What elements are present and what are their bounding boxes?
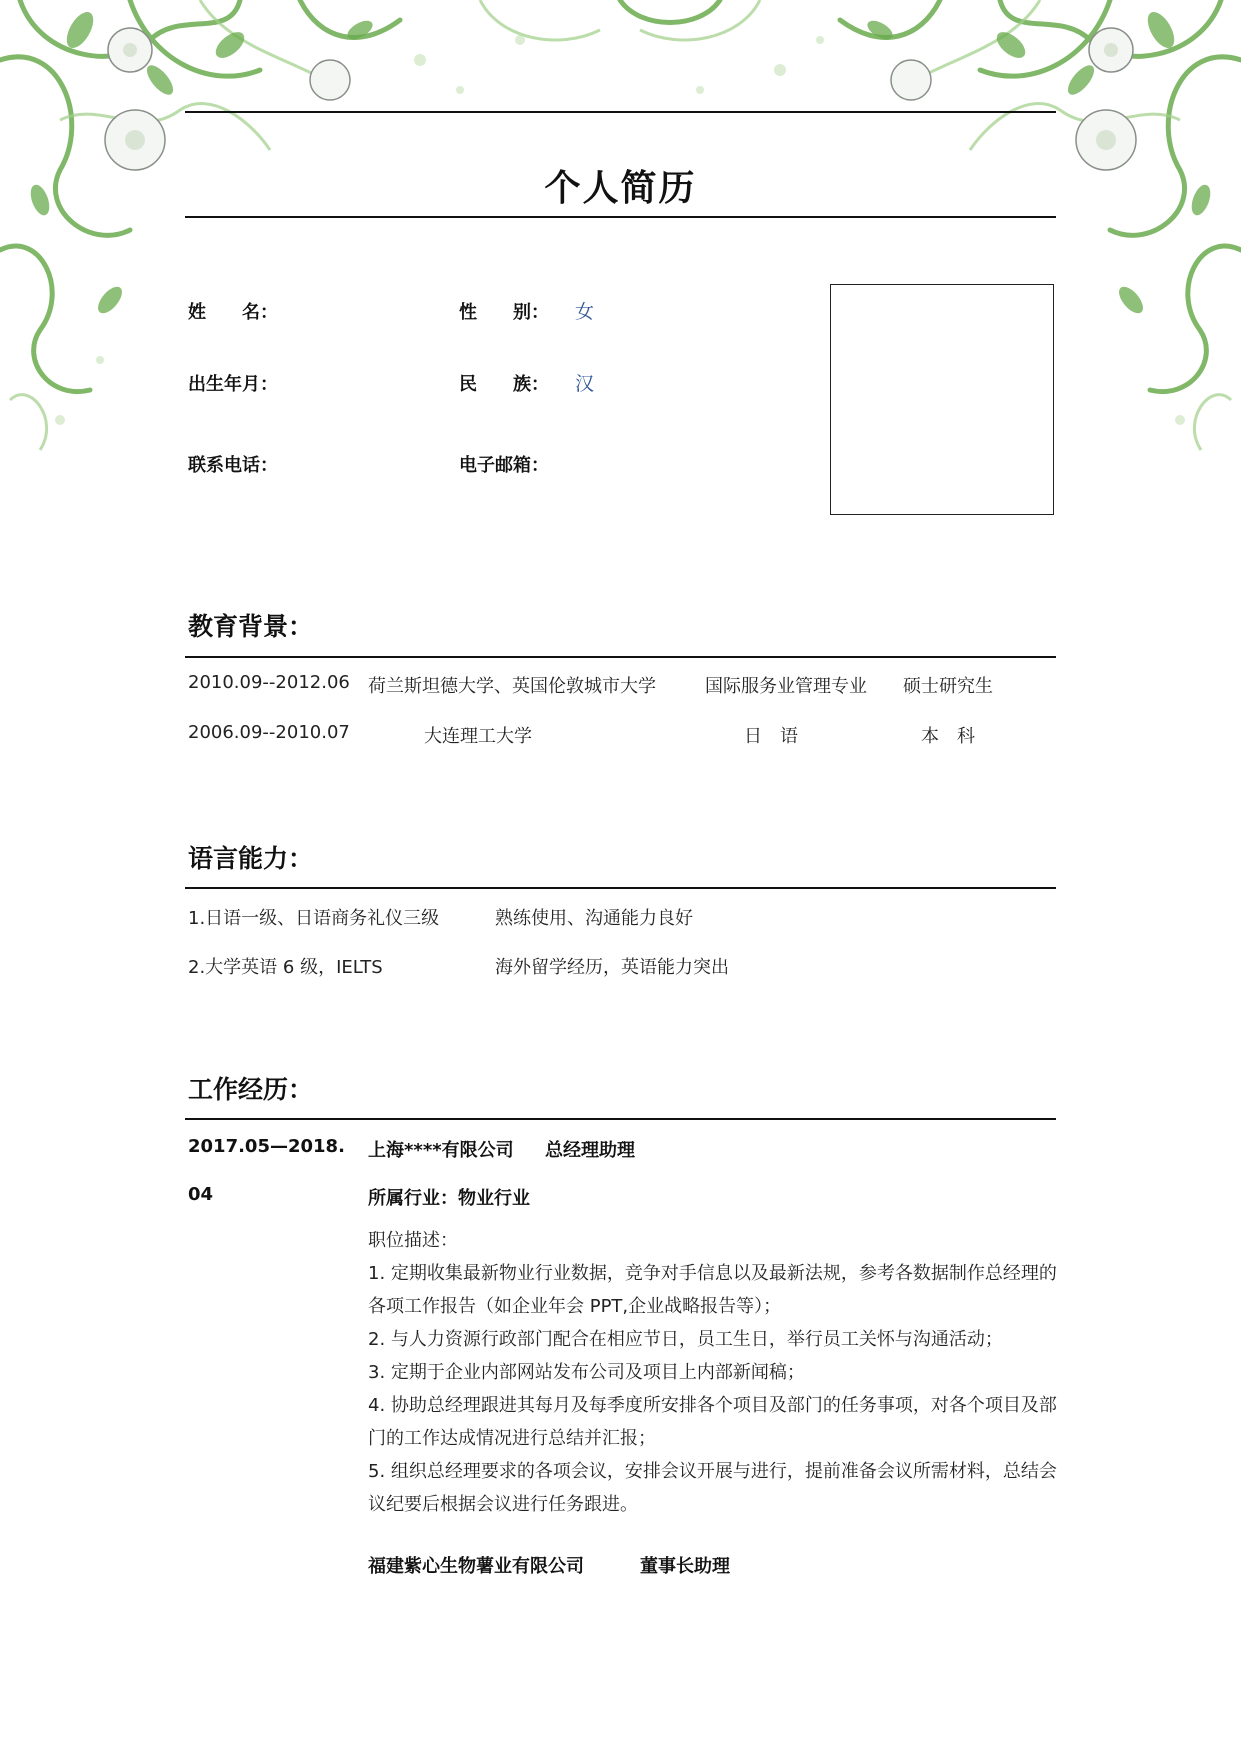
lang-row-2-skill: 2.大学英语 6 级，IELTS bbox=[188, 957, 383, 978]
lang-row-1-note: 熟练使用、沟通能力良好 bbox=[495, 908, 693, 929]
job1-industry: 所属行业：物业行业 bbox=[368, 1188, 530, 1209]
photo-placeholder[interactable] bbox=[830, 284, 1054, 515]
job1-desc-item-1: 1. 定期收集最新物业行业数据，竞争对手信息以及最新法规，参考各数据制作总经理的各项工作报告（如企业年会 PPT,企业战略报告等）； bbox=[368, 1263, 1057, 1317]
job1-desc-item-5: 5. 组织总经理要求的各项会议，安排会议开展与进行，提前准备会议所需材料，总结会议纪要后根据会议进行任务跟进。 bbox=[368, 1461, 1057, 1515]
education-heading: 教育背景： bbox=[188, 612, 314, 641]
gender-label: 性 别： bbox=[459, 302, 549, 323]
job1-company: 上海****有限公司 bbox=[368, 1140, 514, 1161]
work-rule bbox=[185, 1118, 1056, 1120]
gender-value: 女 bbox=[575, 301, 595, 323]
edu-row-2-degree: 本 科 bbox=[921, 726, 975, 747]
name-label: 姓 名： bbox=[188, 302, 278, 323]
edu-row-1-degree: 硕士研究生 bbox=[903, 676, 993, 697]
lang-row-1-skill: 1.日语一级、日语商务礼仪三级 bbox=[188, 908, 440, 929]
job1-period-line1: 2017.05—2018. bbox=[188, 1136, 345, 1157]
job1-position: 总经理助理 bbox=[545, 1140, 635, 1161]
edu-row-2-major: 日 语 bbox=[744, 726, 798, 747]
job1-description bbox=[368, 1224, 1058, 1521]
job1-period-line2: 04 bbox=[188, 1184, 214, 1205]
title-top-rule bbox=[185, 111, 1056, 113]
birth-label: 出生年月： bbox=[188, 374, 278, 395]
language-rule bbox=[185, 887, 1056, 889]
ethnicity-label: 民 族： bbox=[459, 374, 549, 395]
title-bottom-rule bbox=[185, 216, 1056, 218]
ethnicity-value: 汉 bbox=[575, 373, 595, 395]
job1-desc-item-4: 4. 协助总经理跟进其每月及每季度所安排各个项目及部门的任务事项，对各个项目及部门的工作达成情况进行总结并汇报； bbox=[368, 1395, 1057, 1449]
job2-company: 福建紫心生物薯业有限公司 bbox=[368, 1556, 584, 1577]
work-heading: 工作经历： bbox=[188, 1075, 314, 1104]
education-rule bbox=[185, 656, 1056, 658]
job1-desc-item-3: 3. 定期于企业内部网站发布公司及项目上内部新闻稿； bbox=[368, 1362, 805, 1383]
job2-position: 董事长助理 bbox=[640, 1556, 730, 1577]
edu-row-1-period: 2010.09--2012.06 bbox=[188, 672, 350, 693]
language-heading: 语言能力： bbox=[188, 844, 314, 873]
job1-desc-title: 职位描述： bbox=[368, 1230, 458, 1251]
email-label: 电子邮箱： bbox=[459, 455, 549, 476]
edu-row-1-major: 国际服务业管理专业 bbox=[705, 676, 867, 697]
job1-desc-item-2: 2. 与人力资源行政部门配合在相应节日，员工生日，举行员工关怀与沟通活动； bbox=[368, 1329, 1003, 1350]
phone-label: 联系电话： bbox=[188, 455, 278, 476]
edu-row-2-period: 2006.09--2010.07 bbox=[188, 722, 350, 743]
edu-row-1-school: 荷兰斯坦德大学、英国伦敦城市大学 bbox=[368, 676, 656, 697]
floral-decoration bbox=[0, 0, 1241, 520]
lang-row-2-note: 海外留学经历，英语能力突出 bbox=[495, 957, 729, 978]
page-title: 个人简历 bbox=[544, 168, 697, 209]
edu-row-2-school: 大连理工大学 bbox=[424, 726, 532, 747]
